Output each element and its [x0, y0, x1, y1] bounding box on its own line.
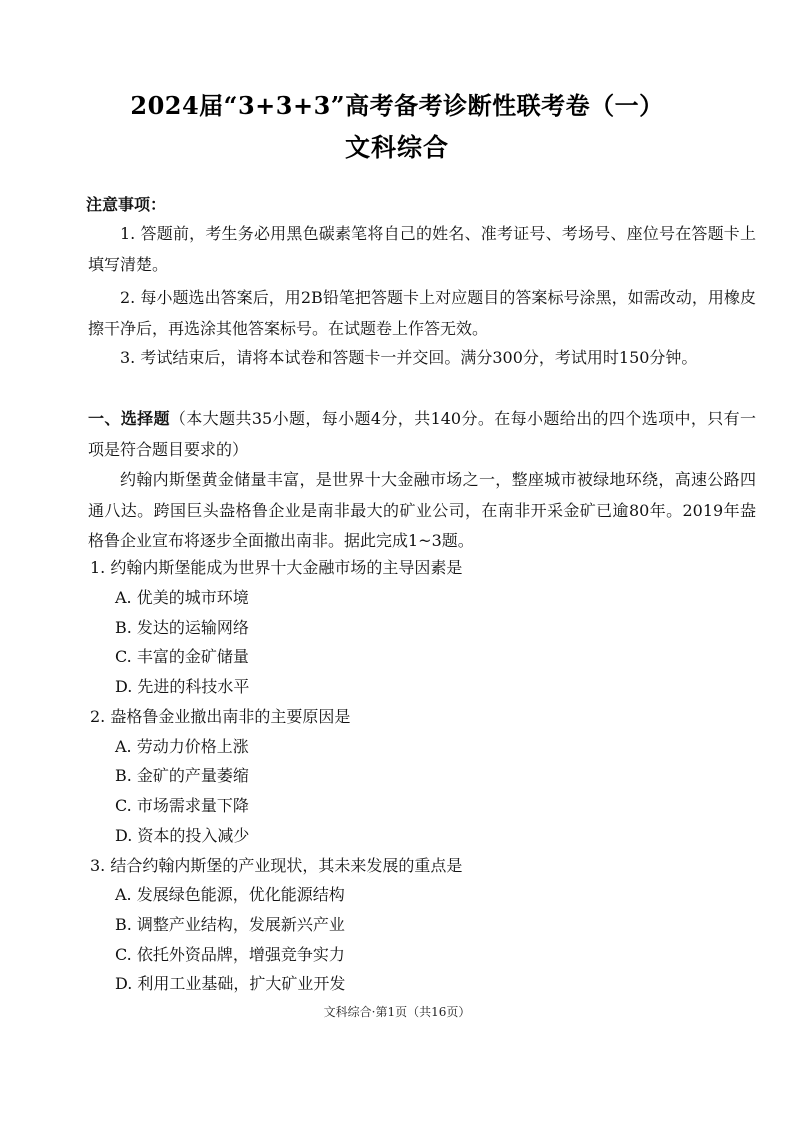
question-2-option-a: A. 劳动力价格上涨: [115, 737, 249, 756]
question-1-stem: 1. 约翰内斯堡能成为世界十大金融市场的主导因素是: [90, 558, 463, 577]
question-3-option-a: A. 发展绿色能源，优化能源结构: [115, 885, 345, 904]
question-3-stem: 3. 结合约翰内斯堡的产业现状，其未来发展的重点是: [90, 856, 463, 875]
question-3-option-d: D. 利用工业基础，扩大矿业开发: [115, 974, 346, 993]
notice-item-3: 3. 考试结束后，请将本试卷和答题卡一并交回。满分300分，考试用时150分钟。: [120, 348, 698, 367]
question-2-option-c: C. 市场需求量下降: [115, 796, 249, 815]
question-1-option-a: A. 优美的城市环境: [115, 588, 249, 607]
question-2-stem: 2. 盎格鲁金业撤出南非的主要原因是: [90, 707, 351, 726]
section-heading: 一、选择题: [88, 409, 170, 428]
question-2-option-d: D. 资本的投入减少: [115, 826, 250, 845]
section-description: （本大题共35小题，每小题4分，共140分。在每小题给出的四个选项中，只有一项是符合题目要求的）: [88, 409, 756, 459]
notice-item-1: 1. 答题前，考生务必用黑色碳素笔将自己的姓名、准考证号、考场号、座位号在答题卡上填写清楚。: [88, 224, 756, 274]
reading-passage: 约翰内斯堡黄金储量丰富，是世界十大金融市场之一，整座城市被绿地环绕，高速公路四通八达。跨国巨头盎格鲁企业是南非最大的矿业公司，在南非开采金矿已逾80年。2019年盎格鲁企业宣布将逐步全面撤出南非。据此完成1~3题。: [88, 470, 756, 550]
question-1-option-d: D. 先进的科技水平: [115, 677, 250, 696]
section-intro: [88, 404, 756, 465]
question-1-option-c: C. 丰富的金矿储量: [115, 647, 249, 666]
exam-title: 2024届“3+3+3”高考备考诊断性联考卷（一）: [130, 91, 664, 120]
question-1-option-b: B. 发达的运输网络: [115, 618, 249, 637]
notice-item-2: 2. 每小题选出答案后，用2B铅笔把答题卡上对应题目的答案标号涂黑，如需改动，用橡皮擦干净后，再选涂其他答案标号。在试题卷上作答无效。: [88, 288, 756, 338]
question-3-option-b: B. 调整产业结构，发展新兴产业: [115, 915, 345, 934]
notice-heading: 注意事项：: [86, 195, 167, 214]
page-footer: 文科综合·第1页（共16页）: [323, 1005, 471, 1019]
exam-subtitle: 文科综合: [344, 133, 449, 162]
question-3-option-c: C. 依托外资品牌，增强竞争实力: [115, 945, 345, 964]
question-2-option-b: B. 金矿的产量萎缩: [115, 766, 249, 785]
